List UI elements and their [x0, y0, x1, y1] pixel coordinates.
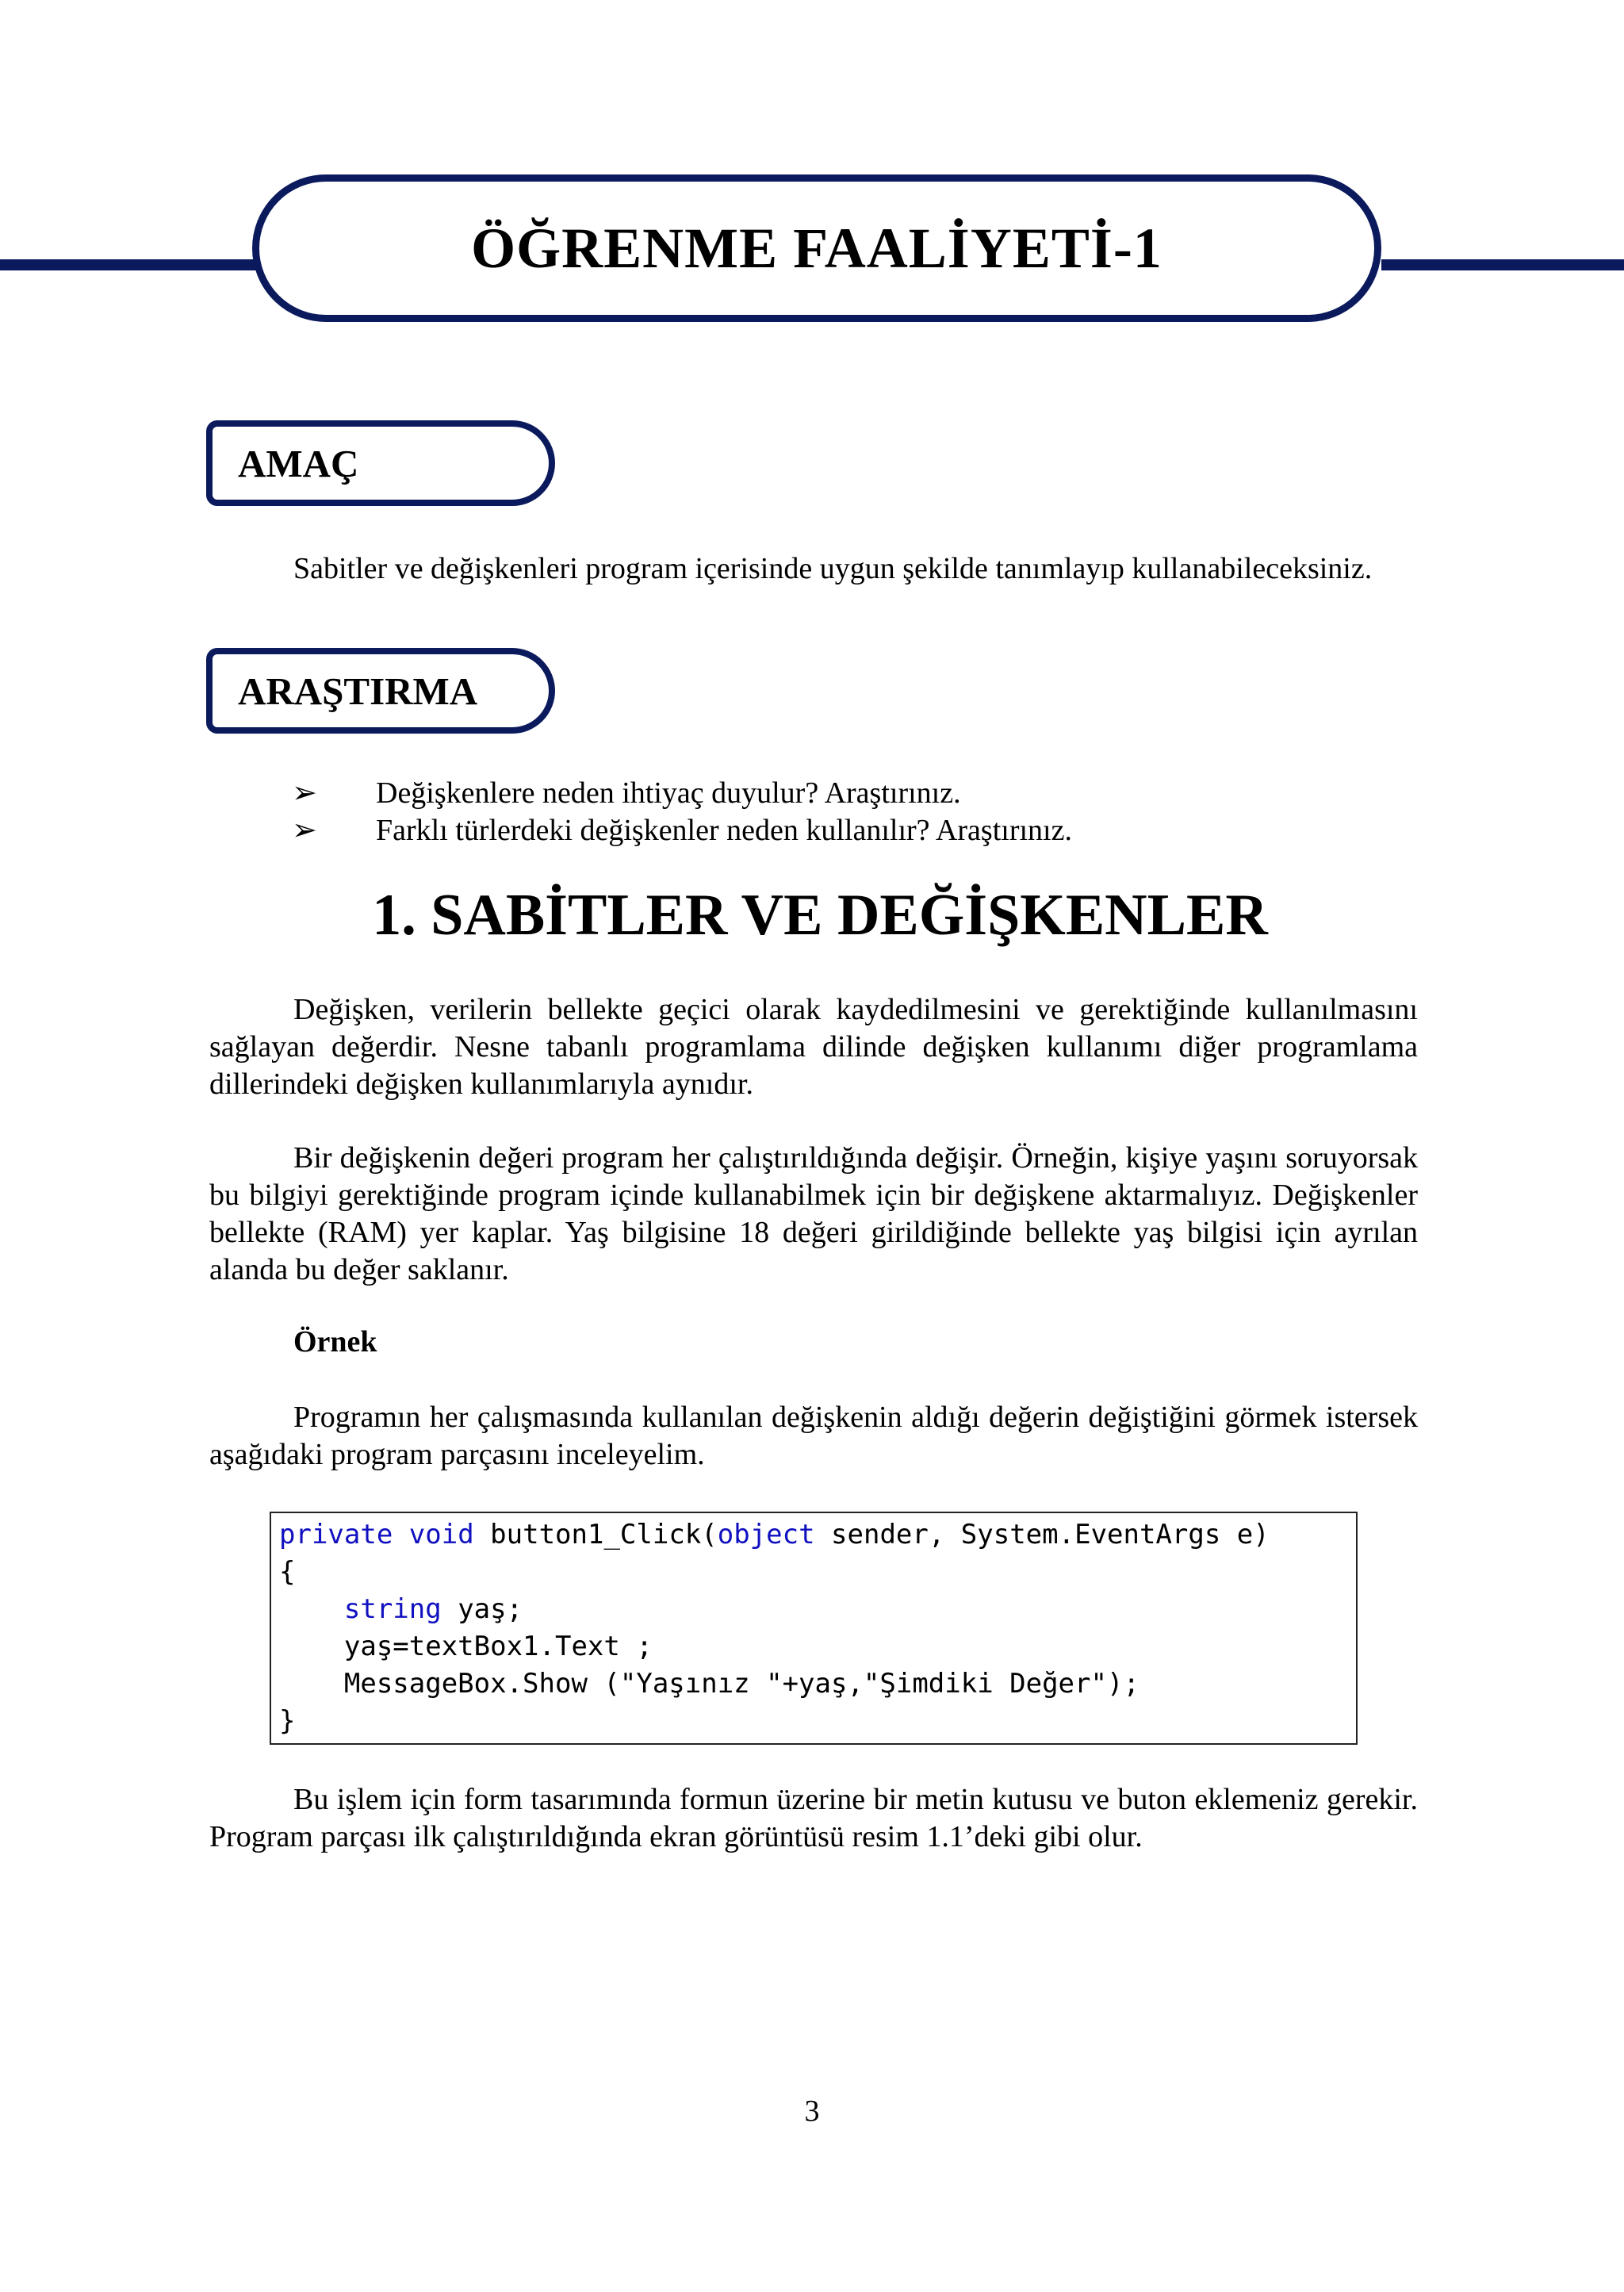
arrow-bullet-icon: ➢	[292, 776, 317, 810]
paragraph: Bir değişkenin değeri program her çalıştırıldığında değişir. Örneğin, kişiye yaşını soruyorsak bu bilgiyi gerektiğinde program içinde kullanabilmek için bir değişkene aktarmalıyız. Değişkenler bellekte (RAM) yer kaplar. Yaş bilgisine 18 değeri girildiğinde bellekte yaş bilgisi için ayrılan alanda bu değer saklanır.	[209, 1141, 1418, 1286]
arrow-bullet-icon: ➢	[292, 814, 317, 847]
example-intro: Programın her çalışmasında kullanılan değişkenin aldığı değerin değiştiğini görmek istersek aşağıdaki program parçasını inceleyelim.	[209, 1401, 1418, 1471]
arastirma-label: ARAŞTIRMA	[238, 669, 478, 713]
header-line-left	[0, 259, 262, 270]
code-line: string yaş;	[343, 1593, 523, 1625]
closing-paragraph: Bu işlem için form tasarımında formun üzerine bir metin kutusu ve buton eklemeniz gerekir. Program parçası ilk çalıştırıldığında ekran görüntüsü resim 1.1’deki gibi olur.	[209, 1783, 1418, 1853]
page-title: ÖĞRENME FAALİYETİ-1	[471, 216, 1162, 280]
amac-label-box	[206, 420, 555, 506]
arastirma-label-box	[206, 648, 555, 734]
amac-text: Sabitler ve değişkenleri program içerisinde uygun şekilde tanımlayıp kullanabileceksiniz.	[293, 552, 1373, 585]
example-label: Örnek	[293, 1325, 377, 1359]
code-line: {	[279, 1556, 296, 1588]
page-title-banner	[252, 174, 1381, 322]
header-line-right	[1381, 259, 1624, 270]
amac-label: AMAÇ	[238, 441, 359, 485]
section-heading: 1. SABİTLER VE DEĞİŞKENLER	[372, 883, 1268, 948]
code-line: }	[279, 1705, 296, 1737]
code-line: private void button1_Click(object sender, System.EventArgs e)	[279, 1519, 1270, 1550]
arastirma-item-text: Farklı türlerdeki değişkenler neden kullanılır? Araştırınız.	[376, 814, 1072, 847]
code-line: yaş=textBox1.Text ;	[343, 1631, 653, 1662]
arastirma-item-text: Değişkenlere neden ihtiyaç duyulur? Araştırınız.	[376, 776, 961, 810]
paragraph: Değişken, verilerin bellekte geçici olarak kaydedilmesini ve gerektiğinde kullanılmasını sağlayan değerdir. Nesne tabanlı programlama dilinde değişken kullanımı diğer programlama dillerindeki değişken kullanımlarıyla aynıdır.	[209, 993, 1418, 1101]
page-number: 3	[804, 2095, 820, 2128]
code-block	[270, 1512, 1358, 1745]
code-line: MessageBox.Show ("Yaşınız "+yaş,"Şimdiki Değer");	[343, 1668, 1139, 1700]
